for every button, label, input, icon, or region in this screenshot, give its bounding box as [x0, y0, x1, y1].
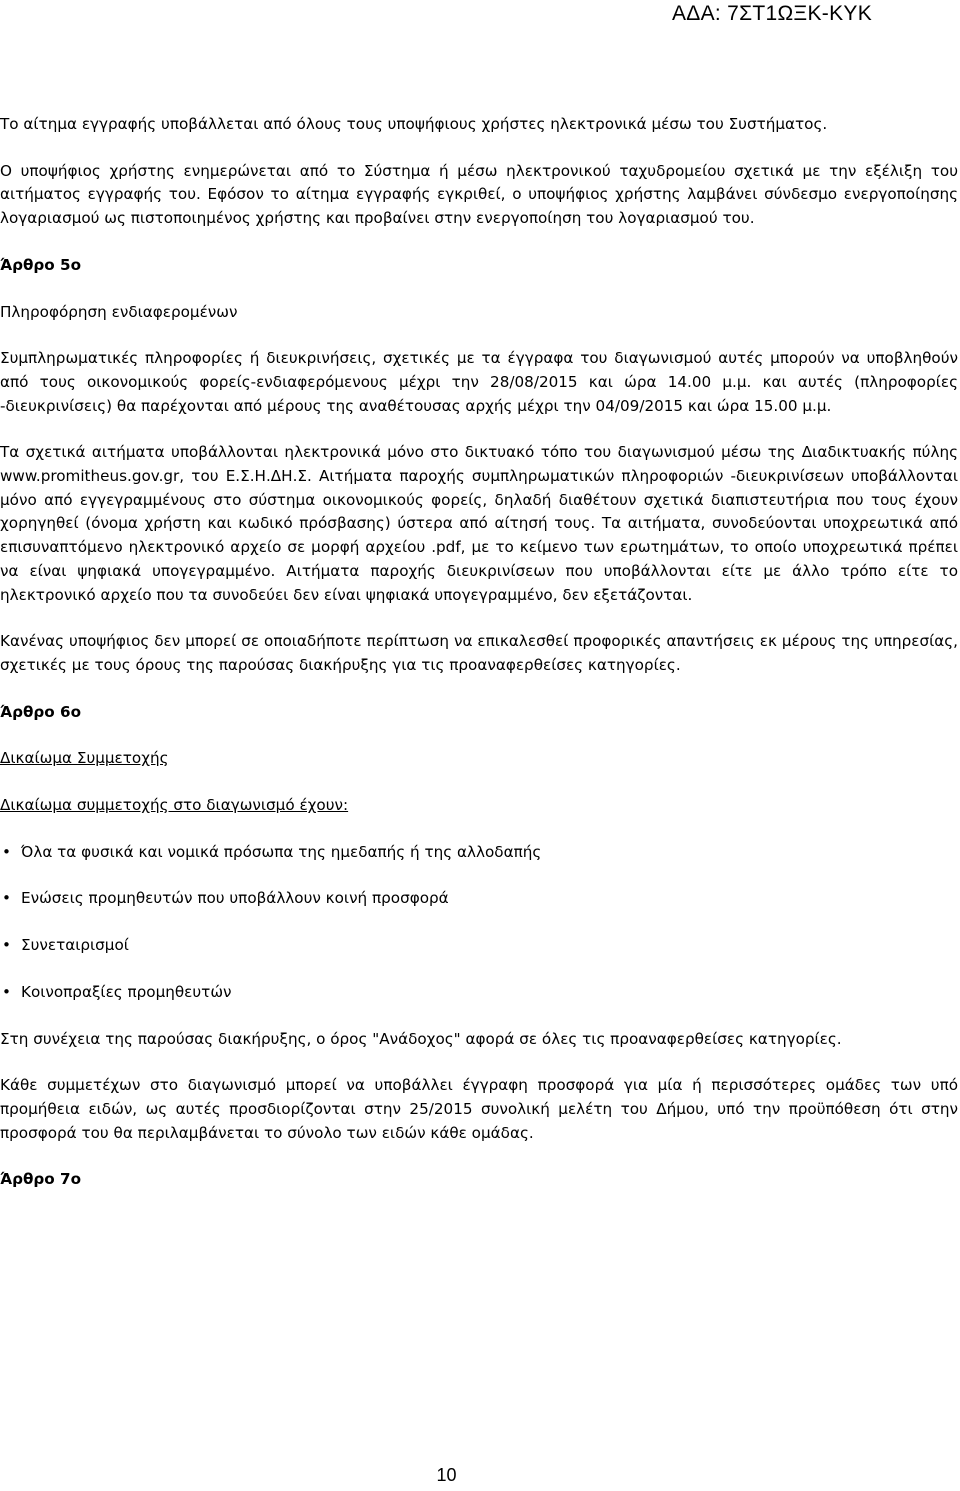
list-item-text: Ενώσεις προμηθευτών που υποβάλλουν κοινή προσφορά [21, 889, 449, 908]
list-item-text: Όλα τα φυσικά και νομικά πρόσωπα της ημεδαπής ή της αλλοδαπής [21, 842, 542, 861]
paragraph-registration-progress: Ο υποψήφιος χρήστης ενημερώνεται από το Σύστημα ή μέσω ηλεκτρονικού ταχυδρομείου σχετικά με την εξέλιξη του αιτήματος εγγραφής του. Εφόσον το αίτημα εγγραφής εγκριθεί, ο υποψήφιος χρήστης λαμβάνει σύνδεσμο ενεργοποίησης λογαριασμού ως πιστοποιημένος χρήστης και προβαίνει στην ενεργοποίηση του λογαριασμού του. [0, 161, 958, 228]
list-item [0, 841, 958, 865]
paragraph-supplementary-info: Συμπληρωματικές πληροφορίες ή διευκρινήσεις, σχετικές με τα έγγραφα του διαγωνισμού αυτές μπορούν να υποβληθούν από τους οικονομικούς φορείς-ενδιαφερόμενους μέχρι την 28/08/2015 και ώρα 14.00 μ.μ. και αυτές (πληροφορίες -διευκρινίσεις) θα παρέχονται από μέρους της αναθέτουσας αρχής μέχρι την 04/09/2015 και ώρα 15.00 μ.μ. [0, 349, 958, 415]
paragraph-electronic-requests: Τα σχετικά αιτήματα υποβάλλονται ηλεκτρονικά μόνο στο δικτυακό τόπο του διαγωνισμού μέσω της Διαδικτυακής πύλης www.promitheus.gov.gr, του Ε.Σ.Η.ΔΗ.Σ. Αιτήματα παροχής συμπληρωματικών πληροφοριών -διευκρινίσεων υποβάλλονται μόνο από εγγεγραμμένους στο σύστημα οικονομικούς φορείς, δηλαδή διαθέτουν σχετικά διαπιστευτήρια που τους έχουν χορηγηθεί (όνομα χρήστη και κωδικό πρόσβασης) ύστερα από αίτησή τους. Τα αιτήματα, συνοδεύονται υποχρεωτικά από επισυναπτόμενο ηλεκτρονικό αρχείο σε μορφή αρχείου .pdf, με το κείμενο των ερωτημάτων, το οποίο υποχρεωτικά πρέπει να είναι ψηφιακά υπογεγραμμένο. Αιτήματα παροχής διευκρινίσεων που υποβάλλονται είτε με άλλο τρόπο είτε το ηλεκτρονικό αρχείο που τα συνοδεύει δεν είναι ψηφιακά υπογεγραμμένο, δεν εξετάζονται. [0, 443, 958, 604]
bullet-icon: • [2, 842, 11, 861]
document-body [0, 113, 958, 1215]
paragraph-offer-groups: Κάθε συμμετέχων στο διαγωνισμό μπορεί να υποβάλλει έγγραφη προσφορά για μία ή περισσότερες ομάδες των υπό προμήθεια ειδών, ως αυτές προσδιορίζονται στην 25/2015 συνολική μελέτη του Δήμου, υπό την προϋπόθεση ότι στην προσφορά του θα περιλαμβάνεται το σύνολο των ειδών κάθε ομάδας. [0, 1076, 958, 1142]
paragraph-contractor-definition: Στη συνέχεια της παρούσας διακήρυξης, ο όρος "Ανάδοχος" αφορά σε όλες τις προαναφερθείσες κατηγορίες. [0, 1029, 842, 1048]
bullet-icon: • [2, 936, 11, 955]
participation-list [0, 841, 958, 1005]
article-7-heading: Άρθρο 7ο [0, 1170, 82, 1189]
list-item-text: Συνεταιρισμοί [21, 936, 129, 955]
list-item [0, 934, 958, 958]
list-item-text: Κοινοπραξίες προμηθευτών [21, 982, 232, 1001]
article-6-intro: Δικαίωμα συμμετοχής στο διαγωνισμό έχουν: [0, 796, 349, 815]
paragraph-oral-answers: Κανένας υποψήφιος δεν μπορεί σε οποιαδήποτε περίπτωση να επικαλεσθεί προφορικές απαντήσεις εκ μέρους της υπηρεσίας, σχετικές με τους όρους της παρούσας διακήρυξης για τις προαναφερθείσες κατηγορίες. [0, 632, 958, 674]
bullet-icon: • [2, 982, 11, 1001]
article-5-heading: Άρθρο 5ο [0, 255, 82, 274]
ada-code: ΑΔΑ: 7ΣΤ1ΩΞΚ-ΚΥΚ [671, 2, 872, 25]
article-6-title: Δικαίωμα Συμμετοχής [0, 749, 169, 768]
list-item [0, 887, 958, 911]
article-5-title: Πληροφόρηση ενδιαφερομένων [0, 302, 238, 321]
bullet-icon: • [2, 889, 11, 908]
paragraph-registration-request: Το αίτημα εγγραφής υποβάλλεται από όλους τους υποψήφιους χρήστες ηλεκτρονικά μέσω του Συστήματος. [0, 115, 828, 133]
list-item [0, 981, 958, 1005]
page-number: 10 [436, 1465, 457, 1485]
article-6-heading: Άρθρο 6ο [0, 702, 82, 721]
